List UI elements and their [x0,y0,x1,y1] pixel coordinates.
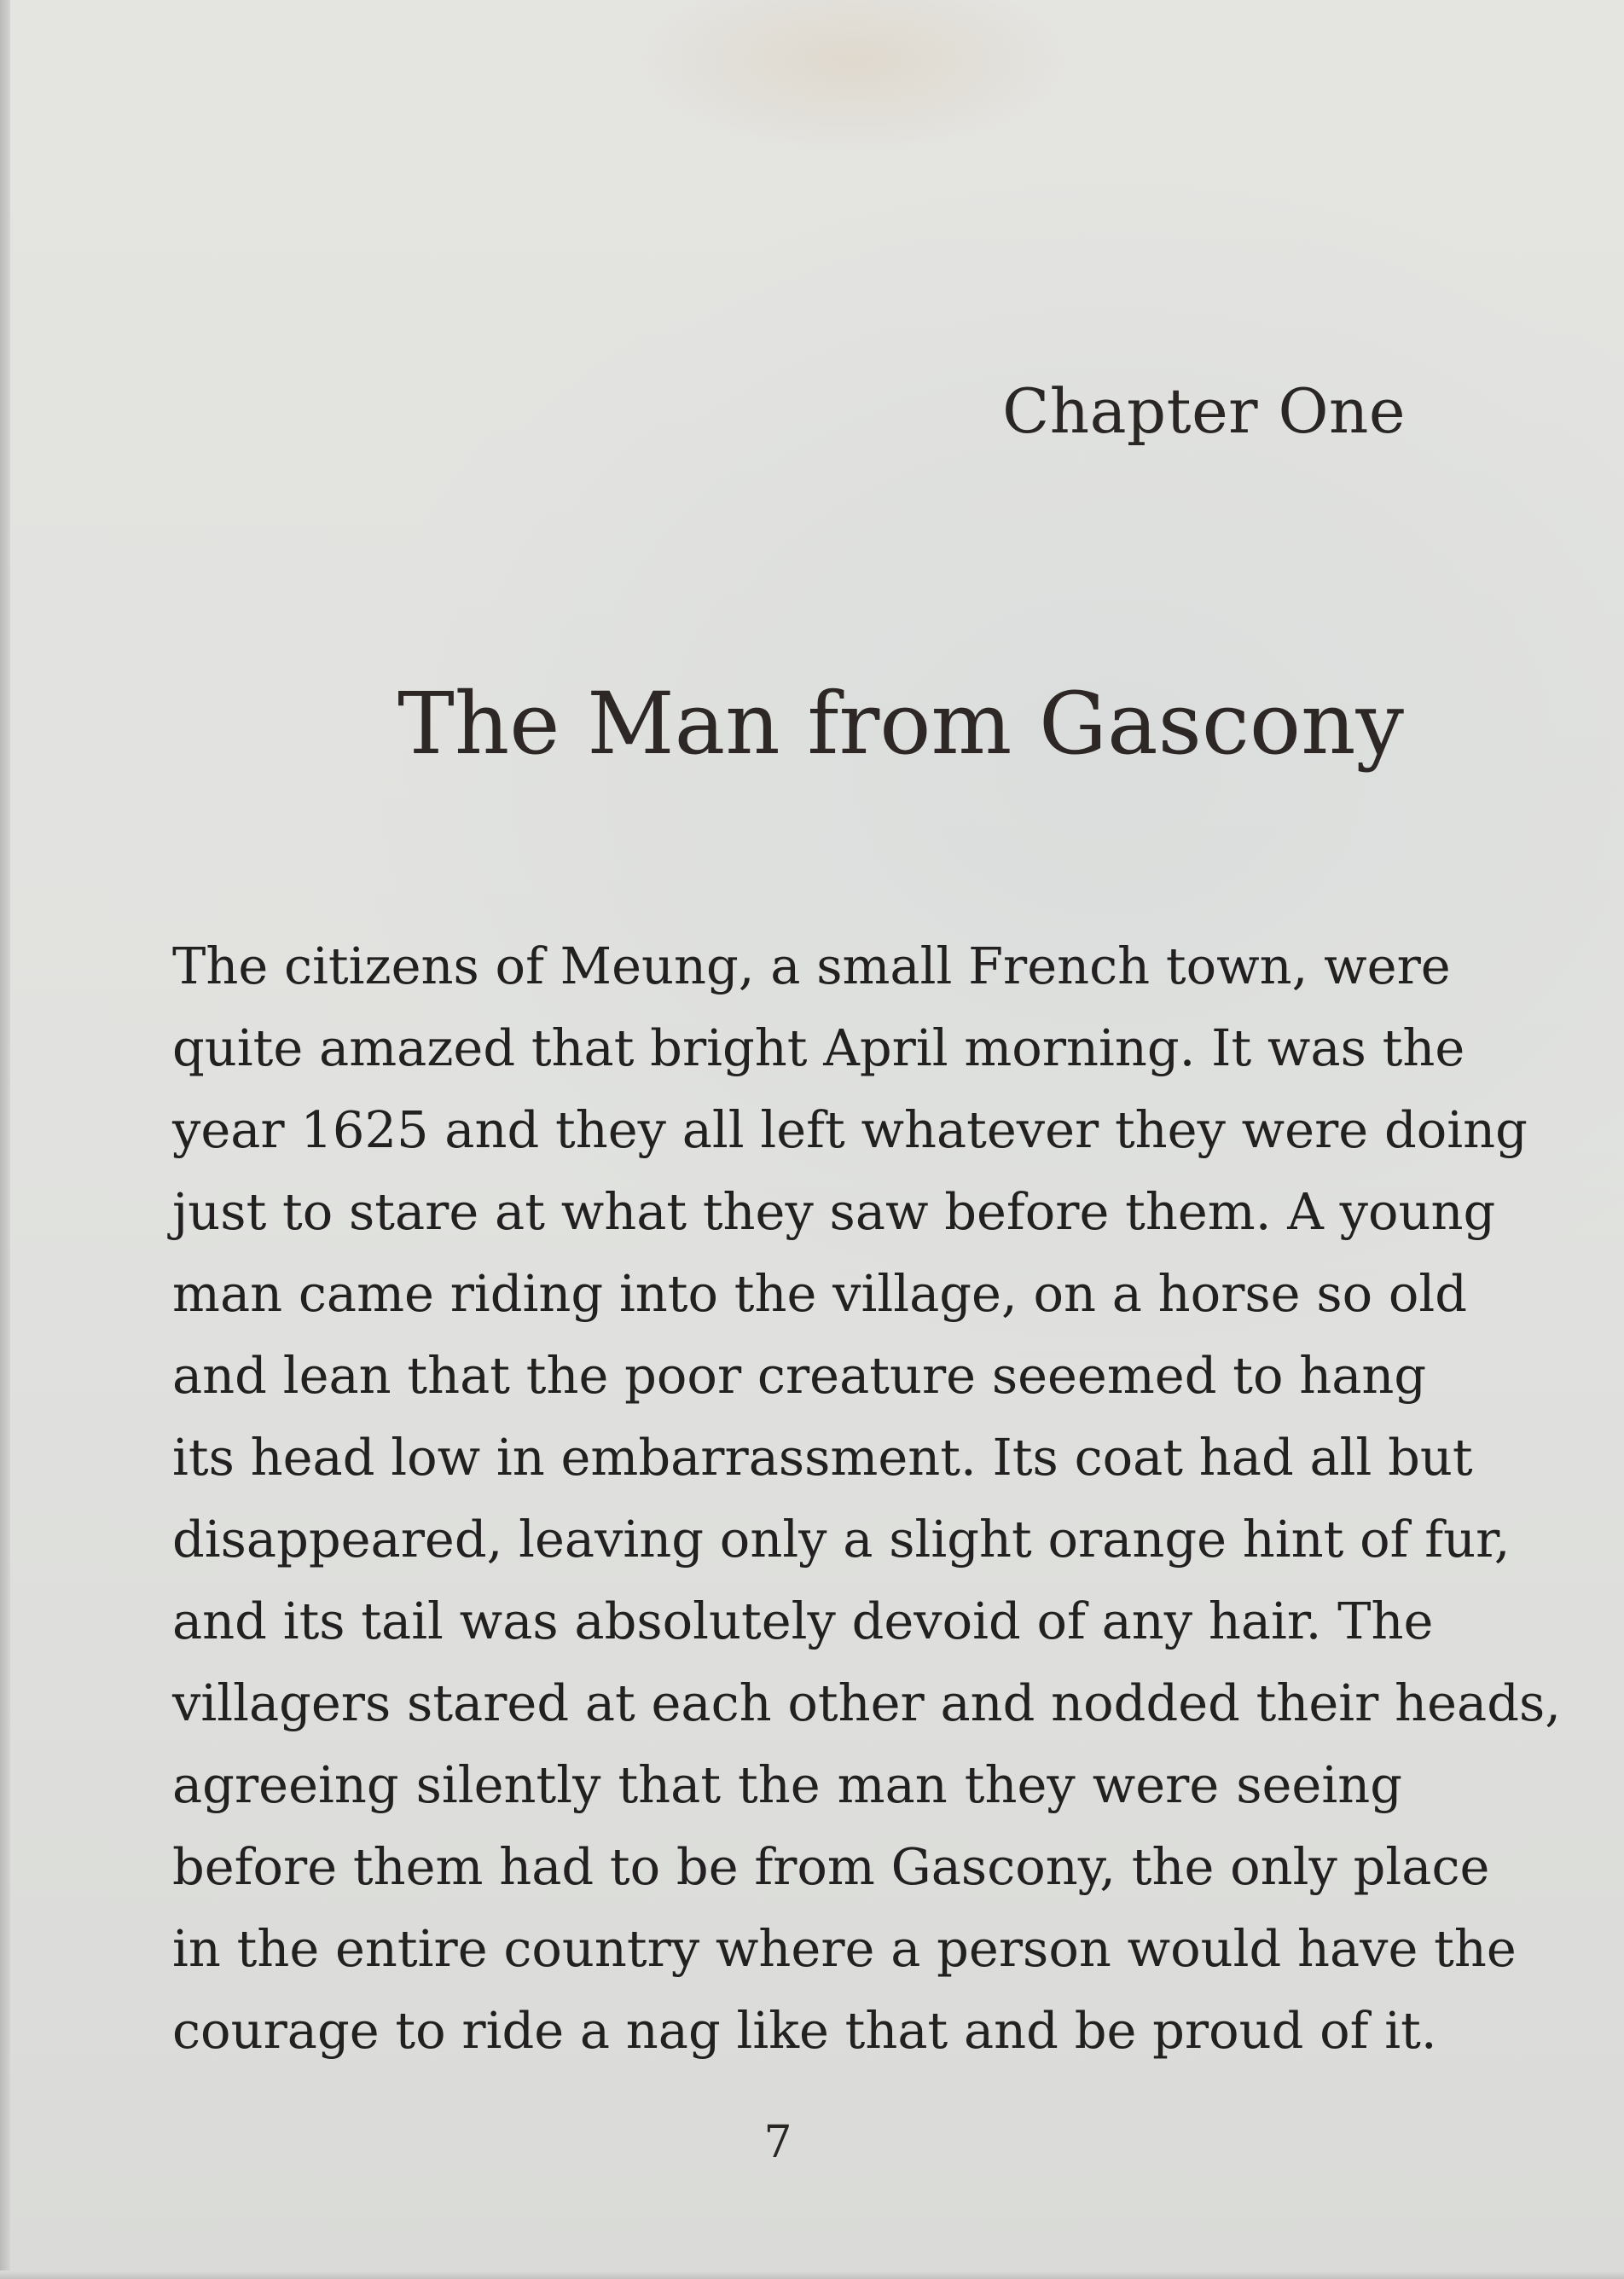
paragraph-line: villagers stared at each other and nodded their heads, [172,1673,1562,1732]
page-number: 7 [763,2117,792,2168]
paragraph-line: quite amazed that bright April morning. It was the [172,1018,1465,1077]
paragraph-line: its head low in embarrassment. Its coat had all but [172,1428,1473,1487]
page-left-edge [0,0,10,2279]
paragraph-line: disappeared, leaving only a slight orange hint of fur, [172,1510,1511,1569]
paragraph-line: The citizens of Meung, a small French town, were [172,937,1451,995]
paragraph-line: just to stare at what they saw before them. A young [172,1182,1496,1241]
paragraph-line: in the entire country where a person would have the [172,1919,1517,1978]
paragraph-line: man came riding into the village, on a horse so old [172,1264,1468,1323]
paragraph-line: year 1625 and they all left whatever they were doing [172,1100,1528,1159]
chapter-label: Chapter One [1002,375,1406,447]
paragraph-line: agreeing silently that the man they were seeing [172,1755,1402,1814]
paragraph-line: and lean that the poor creature seeemed to hang [172,1346,1427,1405]
paragraph-line: courage to ride a nag like that and be proud of it. [172,2001,1437,2060]
paragraph-line: and its tail was absolutely devoid of any hair. The [172,1592,1434,1650]
chapter-title: The Man from Gascony [397,674,1404,774]
body-paragraph [172,925,1562,2072]
paragraph-line: before them had to be from Gascony, the only place [172,1837,1490,1896]
page-bottom-edge [0,2270,1624,2279]
